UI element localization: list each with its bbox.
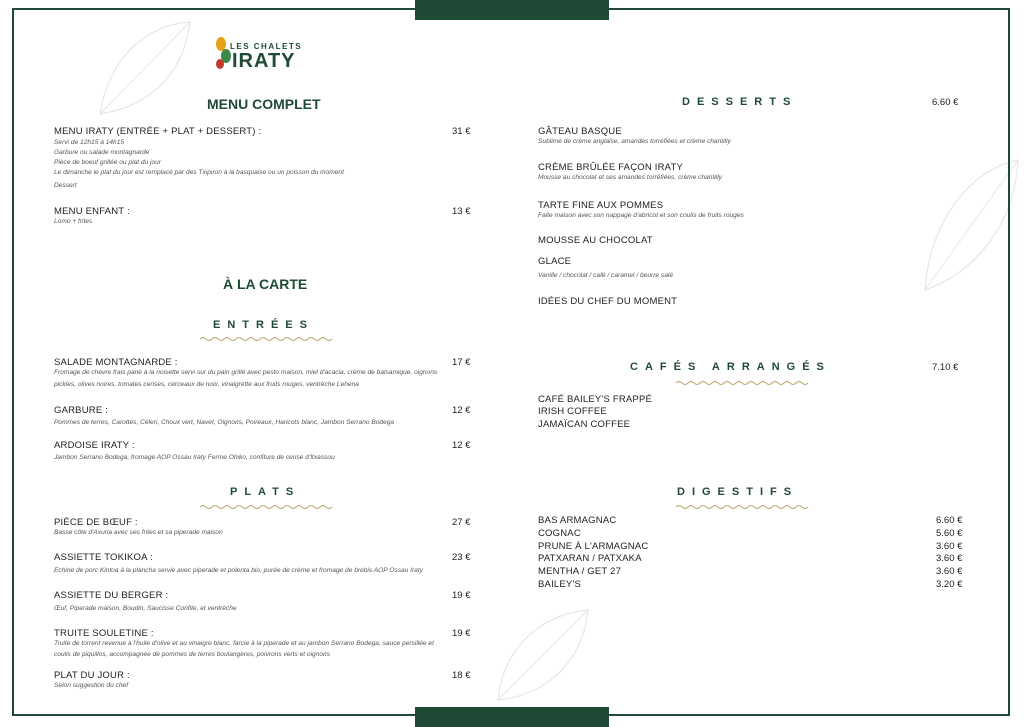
leaf-decoration-bottom <box>488 600 598 710</box>
logo <box>214 32 324 78</box>
dessert-desc: Mousse au chocolat et ses amandes torréfiées, crème chantilly <box>538 174 722 181</box>
plat-desc: Truite de torrent revenue à l'huile d'olive et au vinaigre blanc, farcie à la piperade et au jambon Serrano Bodega, sauce persillée et <box>54 640 434 647</box>
menu-enfant-name: MENU ENFANT : <box>54 206 130 217</box>
entree-price: 12 € <box>452 440 471 451</box>
dessert-name: GÂTEAU BASQUE <box>538 126 622 137</box>
entree-desc: Fromage de chèvre frais pané à la noisette servi sur du pain grillé avec pesto maison, miel d'acacia, crème de balsamique, oignons <box>54 369 438 376</box>
plat-price: 18 € <box>452 670 471 681</box>
digestif-price: 5.60 € <box>936 528 963 539</box>
entree-desc: Jambon Serrano Bodega, fromage AOP Ossau Iraty Ferme Ohiko, confiture de cerise d'Itxassou <box>54 454 335 461</box>
digestif-name: PRUNE À L'ARMAGNAC <box>538 541 649 552</box>
leaf-decoration-right <box>920 150 1020 300</box>
cafes-price: 7.10 € <box>932 362 959 373</box>
cafe-name: IRISH COFFEE <box>538 406 607 417</box>
entree-name: ARDOISE IRATY : <box>54 440 135 451</box>
menu-iraty-line: Garbure ou salade montagnarde <box>54 149 150 156</box>
bottom-tab <box>415 707 609 727</box>
entree-desc: pickles, olives noires, tomates cerises, cerceaux de noix, vinaigrette aux fruits rouges, ventrèche Lehena <box>54 381 359 388</box>
dessert-name: GLACE <box>538 256 572 267</box>
a-la-carte-title: À LA CARTE <box>223 276 308 292</box>
plat-price: 19 € <box>452 628 471 639</box>
plats-title: PLATS <box>230 486 301 498</box>
plat-desc: Basse côte d'Axuria avec ses frites et sa piperade maison <box>54 529 223 536</box>
digestif-name: BAILEY'S <box>538 579 582 590</box>
top-tab <box>415 0 609 20</box>
plat-name: PIÈCE DE BŒUF : <box>54 517 138 528</box>
plats-wave-divider <box>200 504 334 510</box>
digestifs-wave-divider <box>676 504 810 510</box>
digestif-name: COGNAC <box>538 528 581 539</box>
menu-complet-title: MENU COMPLET <box>207 96 321 112</box>
menu-enfant-desc: Lomo + frites <box>54 218 93 225</box>
dessert-name: CRÈME BRÛLÉE FAÇON IRATY <box>538 162 684 173</box>
leaf-decoration-top-left <box>90 14 200 124</box>
entrees-title: ENTRÉES <box>213 319 314 331</box>
entree-name: SALADE MONTAGNARDE : <box>54 357 178 368</box>
entree-price: 12 € <box>452 405 471 416</box>
digestif-price: 3.60 € <box>936 553 963 564</box>
dessert-desc: Sublimé de crème anglaise, amandes torréfiées et crème chantilly <box>538 138 731 145</box>
desserts-title: DESSERTS <box>682 96 798 108</box>
plat-name: ASSIETTE TOKIKOA : <box>54 552 153 563</box>
dessert-name: IDÉES DU CHEF DU MOMENT <box>538 296 678 307</box>
plat-name: ASSIETTE DU BERGER : <box>54 590 169 601</box>
logo-small-text: LES CHALETS <box>230 42 303 51</box>
cafe-name: JAMAÏCAN COFFEE <box>538 419 631 430</box>
menu-iraty-name: MENU IRATY (ENTRÉE + PLAT + DESSERT) : <box>54 126 262 137</box>
digestif-price: 3.60 € <box>936 541 963 552</box>
digestif-name: MENTHA / GET 27 <box>538 566 622 577</box>
dessert-desc: Faite maison avec son nappage d'abricot et son coulis de fruits rouges <box>538 212 744 219</box>
digestif-price: 3.20 € <box>936 579 963 590</box>
menu-iraty-line: Servi de 12h15 à 14h15 <box>54 139 125 146</box>
entree-name: GARBURE : <box>54 405 109 416</box>
digestif-price: 6.60 € <box>936 515 963 526</box>
desserts-price: 6.60 € <box>932 97 959 108</box>
digestif-name: PATXARAN / PATXAKA <box>538 553 642 564</box>
dessert-name: TARTE FINE AUX POMMES <box>538 200 664 211</box>
cafe-name: CAFÉ BAILEY'S FRAPPÉ <box>538 394 653 405</box>
dessert-name: MOUSSE AU CHOCOLAT <box>538 235 653 246</box>
plat-price: 23 € <box>452 552 471 563</box>
plat-price: 19 € <box>452 590 471 601</box>
plat-desc: Echine de porc Kintoa à la plancha servie avec piperade et polenta bio, purée de crème et fromage de brebis AOP Ossau Iraty <box>54 567 423 574</box>
plat-name: PLAT DU JOUR : <box>54 670 130 681</box>
menu-iraty-line: Pièce de boeuf grillée ou plat du jour <box>54 159 162 166</box>
plat-desc: Œuf, Piperade maison, Boudin, Saucisse Confite, et ventrèche <box>54 605 237 612</box>
plat-name: TRUITE SOULETINE : <box>54 628 154 639</box>
plat-price: 27 € <box>452 517 471 528</box>
entrees-wave-divider <box>200 336 334 342</box>
digestif-price: 3.60 € <box>936 566 963 577</box>
digestifs-title: DIGESTIFS <box>677 486 799 498</box>
plat-desc: coulis de piquillos, accompagnée de pommes de terres boulangères, poivrons verts et oignons <box>54 651 330 658</box>
cafes-wave-divider <box>676 380 810 386</box>
entree-price: 17 € <box>452 357 471 368</box>
menu-iraty-line: Le dimanche le plat du jour est remplacé par des Txipiron à la basquaise ou un poisson du moment <box>54 169 344 176</box>
plat-desc: Selon suggestion du chef <box>54 682 129 689</box>
menu-enfant-price: 13 € <box>452 206 471 217</box>
menu-iraty-price: 31 € <box>452 126 471 137</box>
menu-iraty-line: Dessert <box>54 182 77 189</box>
digestif-name: BAS ARMAGNAC <box>538 515 617 526</box>
logo-big-text: IRATY <box>232 50 296 72</box>
dessert-desc: Vanille / chocolat / café / caramel / beurre salé <box>538 272 673 279</box>
entree-desc: Pommes de terres, Carottes, Céleri, Choux vert, Navet, Oignons, Poireaux, Haricots blanc, Jambon Serrano Bodega <box>54 419 395 426</box>
cafes-title: CAFÉS ARRANGÉS <box>630 361 831 373</box>
